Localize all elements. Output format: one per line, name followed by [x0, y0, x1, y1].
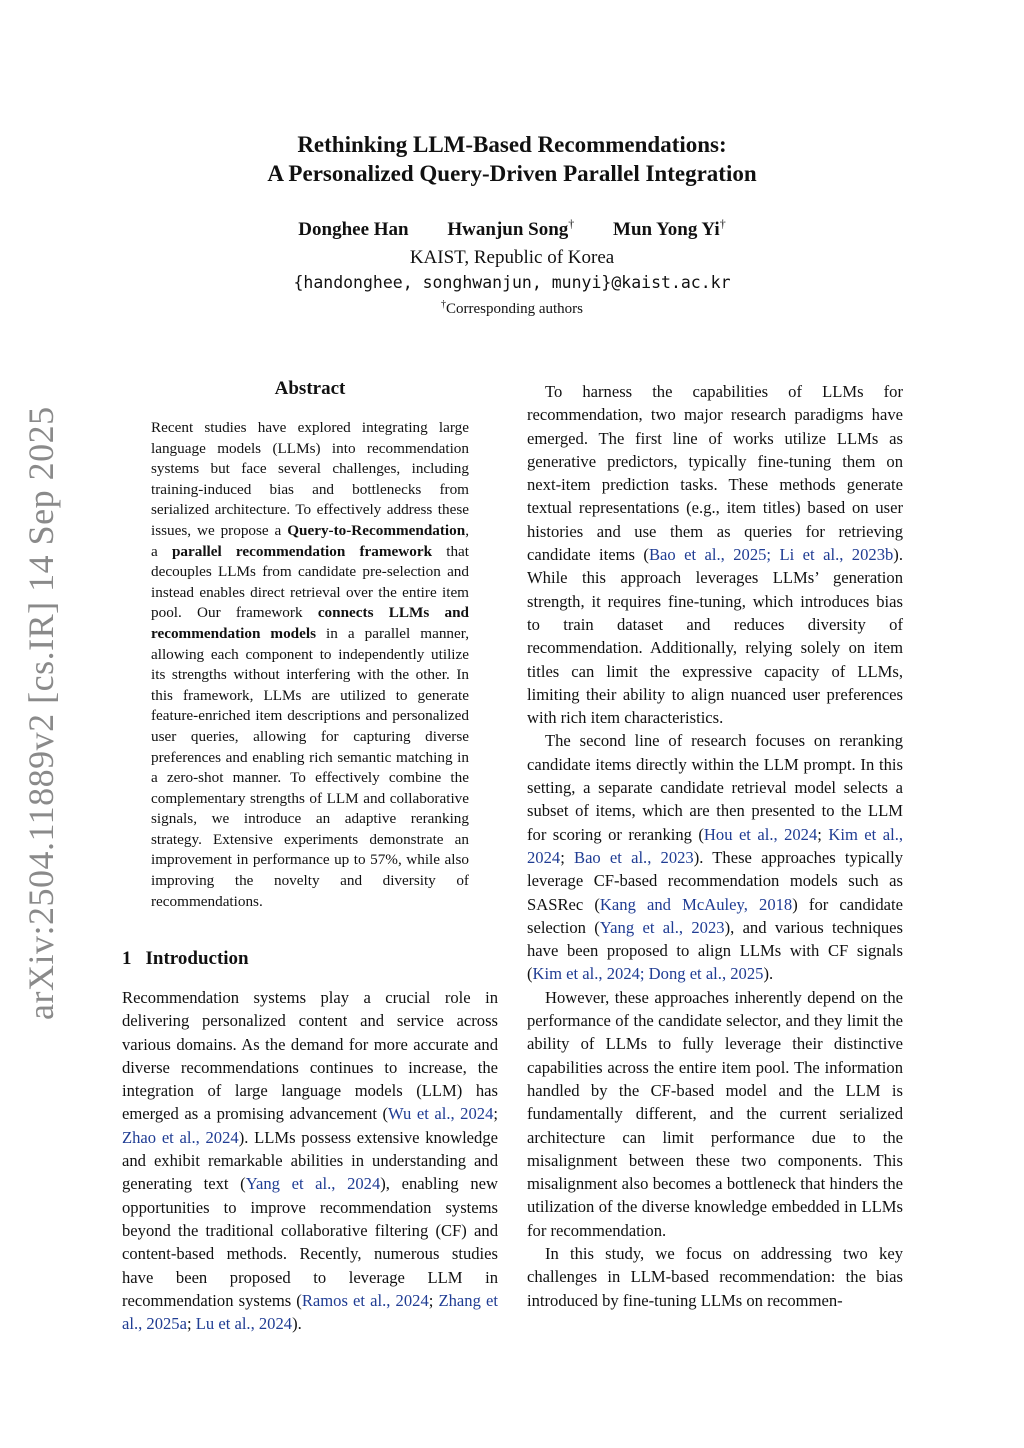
section-heading	[122, 948, 249, 970]
intro-paragraph-2: To harness the capabilities of LLMs for recommendation, two major research paradigms have emerged. The first line of works utilize LLMs as generative predictors, typically fine-tuning them on next-item prediction tasks. These methods generate textual representations (e.g., item titles) based on user histories and use them as queries for retrieving candidate items (Bao et al., 2025; Li et al., 2023b). While this approach leverages LLMs’ generation strength, it requires fine-tuning, which introduces bias to train dataset and reduces diversity of recommendation. Additionally, relying solely on item titles can limit the expressive capacity of LLMs, limiting their ability to align nuanced user preferences with rich item characteristics.	[527, 382, 903, 728]
author-3: Mun Yong Yi†	[613, 217, 726, 241]
citation-link[interactable]: Wu et al., 2024	[388, 1104, 494, 1124]
section-number: 1	[122, 948, 132, 969]
citation-link[interactable]: Yang et al., 2023	[599, 917, 725, 937]
citation-link[interactable]: Bao et al., 2023	[574, 847, 694, 867]
intro-paragraph-1: Recommendation systems play a crucial role in delivering personalized content and service across various domains. As the demand for more accurate and diverse recommendations continues to increase, the integration of large language models (LLM) has emerged as a promising advancement (Wu et al., 2024; Zhao et al., 2024). LLMs possess extensive knowledge and exhibit remarkable abilities in understanding and generating text (Yang et al., 2024), enabling new opportunities to improve recommendation systems beyond the traditional collaborative filtering (CF) and content-based methods. Recently, numerous studies have been proposed to leverage LLM in recommendation systems (Ramos et al., 2024; Zhang et al., 2025a; Lu et al., 2024).	[122, 988, 499, 1334]
corresponding-mark: †	[719, 217, 726, 231]
citation-link[interactable]: Kim et al., 2024	[527, 824, 903, 867]
citation-link[interactable]: Kang and McAuley, 2018	[599, 894, 793, 914]
intro-paragraph-5: In this study, we focus on addressing two key challenges in LLM-based recommendation: the bias introduced by fine-tuning LLMs on recommen-	[527, 1243, 903, 1310]
corresponding-note: †Corresponding authors	[440, 299, 584, 317]
author-2: Hwanjun Song†	[447, 217, 575, 241]
title-line-2: A Personalized Query-Driven Parallel Integration	[267, 161, 757, 186]
title-line-1: Rethinking LLM-Based Recommendations:	[297, 132, 727, 157]
citation-link[interactable]: Yang et al., 2024	[245, 1174, 381, 1194]
affiliation: KAIST, Republic of Korea	[409, 247, 615, 268]
citation-link[interactable]: Kim et al., 2024; Dong et al., 2025	[532, 964, 764, 984]
citation-link[interactable]: Lu et al., 2024	[195, 1314, 293, 1334]
citation-link[interactable]: Bao et al., 2025; Li et al., 2023b	[648, 545, 894, 565]
section-title: Introduction	[145, 948, 249, 969]
citation-link[interactable]: Zhang et al., 2025a	[122, 1290, 498, 1334]
author-list	[0, 217, 1024, 241]
citation-link[interactable]: Zhao et al., 2024	[122, 1127, 239, 1147]
left-column	[122, 986, 498, 1335]
citation-link[interactable]: Ramos et al., 2024	[301, 1290, 429, 1310]
intro-paragraph-3: The second line of research focuses on reranking candidate items directly within the LLM prompt. In this setting, a separate candidate retrieval model selects a subset of items, which are then presented to the LLM for scoring or reranking (Hou et al., 2024; Kim et al., 2024; Bao et al., 2023). These approaches typically leverage CF-based recommendation models such as SASRec (Kang and McAuley, 2018) for candidate selection (Yang et al., 2023), and various techniques have been proposed to align LLMs with CF signals (Kim et al., 2024; Dong et al., 2025).	[527, 731, 904, 984]
author-1: Donghee Han	[298, 219, 409, 241]
paper-title	[0, 130, 1024, 188]
citation-link[interactable]: Hou et al., 2024	[703, 824, 818, 844]
abstract-body: Recent studies have explored integrating large language models (LLMs) into recommendation systems but face several challenges, including training-induced bias and bottlenecks from serialized architecture. To effectively address these issues, we propose a Query-to-Recommendation, a parallel recommendation framework that decouples LLMs from candidate pre-selection and instead enables direct retrieval over the entire item pool. Our framework connects LLMs and recommendation models in a parallel manner, allowing each component to independently utilize its strengths without interfering with the other. In this framework, LLMs are utilized to generate feature-enriched item descriptions and personalized user queries, allowing for capturing diverse preferences and enabling rich semantic matching in a zero-shot manner. To effectively combine the complementary strengths of LLM and collaborative signals, we introduce an adaptive reranking strategy. Extensive experiments demonstrate an improvement in performance up to 57%, while also improving the novelty and diversity of recommendations.	[151, 419, 469, 910]
arxiv-stamp: arXiv:2504.11889v2 [cs.IR] 14 Sep 2025	[21, 406, 61, 1020]
abstract-heading: Abstract	[274, 378, 346, 399]
intro-paragraph-4: However, these approaches inherently depend on the performance of the candidate selector, and they limit the ability of LLMs to fully leverage their distinctive capabilities across the entire item pool. The information handled by the CF-based model and the LLM is fundamentally different, and the current serialized architecture can limit performance due to the misalignment between these two components. This misalignment also becomes a bottleneck that hinders the utilization of the diverse knowledge embedded in LLMs for recommendation.	[527, 987, 903, 1240]
corresponding-mark: †	[568, 217, 575, 231]
right-column	[527, 380, 903, 1312]
author-emails[interactable]: {handonghee, songhwanjun, munyi}@kaist.ac.kr	[293, 273, 731, 292]
